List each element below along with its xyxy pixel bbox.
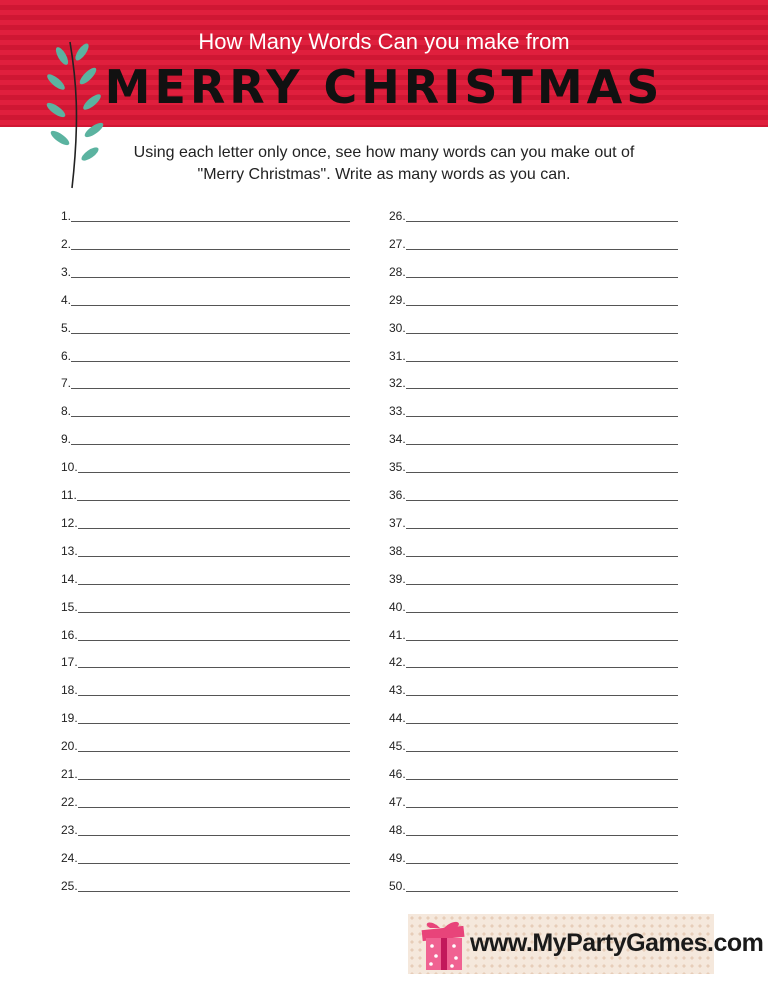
answer-line[interactable] <box>61 344 350 364</box>
answer-blank[interactable] <box>78 778 350 780</box>
answer-line[interactable] <box>389 706 678 726</box>
answer-blank[interactable] <box>78 527 350 529</box>
answer-number: 9. <box>61 432 72 447</box>
answer-line[interactable] <box>389 818 678 838</box>
answer-number: 24. <box>61 850 78 865</box>
answer-number: 3. <box>61 264 72 279</box>
answer-number: 1. <box>61 209 72 223</box>
answer-number: 50. <box>389 878 406 893</box>
answer-blank[interactable] <box>406 304 678 306</box>
answer-blank[interactable] <box>406 471 678 473</box>
answer-line[interactable] <box>389 846 678 866</box>
answer-blank[interactable] <box>406 248 678 250</box>
answer-blank[interactable] <box>406 360 678 362</box>
answer-line[interactable] <box>389 288 678 308</box>
answer-number: 5. <box>61 320 72 335</box>
answer-number: 36. <box>389 488 406 502</box>
answer-blank[interactable] <box>78 806 350 808</box>
answer-line[interactable] <box>61 371 350 391</box>
answer-number: 15. <box>61 599 78 614</box>
answer-line[interactable] <box>61 734 350 754</box>
answer-number: 16. <box>61 627 78 642</box>
answer-blank[interactable] <box>71 304 350 306</box>
banner-subtitle: How Many Words Can you make from <box>198 29 570 54</box>
answer-blank[interactable] <box>406 862 678 864</box>
answer-number: 6. <box>61 348 72 363</box>
answer-line[interactable] <box>389 455 678 475</box>
answer-number: 45. <box>389 739 406 754</box>
answer-line[interactable] <box>389 623 678 643</box>
answer-line[interactable] <box>389 399 678 419</box>
answer-line[interactable] <box>61 455 350 475</box>
answer-line[interactable] <box>389 511 678 531</box>
answer-blank[interactable] <box>71 387 350 389</box>
answer-number: 41. <box>389 627 406 642</box>
answer-line[interactable] <box>61 260 350 280</box>
answer-blank[interactable] <box>406 387 678 389</box>
answer-number: 23. <box>61 822 78 837</box>
answer-line[interactable] <box>389 371 678 391</box>
answer-number: 4. <box>61 292 72 307</box>
answer-line[interactable] <box>389 734 678 754</box>
answer-line[interactable] <box>61 623 350 643</box>
answer-number: 47. <box>389 794 406 809</box>
answer-number: 38. <box>389 543 406 558</box>
answer-line[interactable] <box>61 818 350 838</box>
answer-number: 7. <box>61 376 72 391</box>
answer-number: 19. <box>61 711 78 726</box>
answer-number: 48. <box>389 822 406 837</box>
instructions-line-2: "Merry Christmas". Write as many words as you can. <box>197 166 571 183</box>
instructions-line-1: Using each letter only once, see how many words can you make out of <box>133 144 635 161</box>
answer-blank[interactable] <box>78 666 350 668</box>
answer-number: 10. <box>61 460 78 475</box>
answer-line[interactable] <box>61 511 350 531</box>
answer-blank[interactable] <box>406 276 678 278</box>
answer-number: 31. <box>389 348 406 363</box>
answer-line[interactable] <box>389 790 678 810</box>
answer-line[interactable] <box>61 678 350 698</box>
answer-blank[interactable] <box>406 666 678 668</box>
answer-number: 17. <box>61 655 78 670</box>
answer-line[interactable] <box>389 539 678 559</box>
answer-blank[interactable] <box>71 415 350 417</box>
answer-number: 46. <box>389 767 406 781</box>
answer-blank[interactable] <box>71 276 350 278</box>
answer-number: 28. <box>389 264 406 279</box>
answer-number: 44. <box>389 711 406 726</box>
answer-line[interactable] <box>61 874 350 894</box>
answer-blank[interactable] <box>71 360 350 362</box>
answer-blank[interactable] <box>71 332 350 334</box>
answer-blank[interactable] <box>78 611 350 613</box>
answer-number: 25. <box>61 878 78 893</box>
gift-box-icon <box>416 916 470 972</box>
answer-blank[interactable] <box>406 639 678 641</box>
answer-blank[interactable] <box>406 611 678 613</box>
answer-number: 13. <box>61 543 78 558</box>
answer-number: 30. <box>389 320 406 335</box>
site-url: www.MyPartyGames.com <box>470 929 764 957</box>
answer-number: 35. <box>389 460 406 475</box>
answer-blank[interactable] <box>78 583 350 585</box>
answer-number: 39. <box>389 571 406 586</box>
answer-blank[interactable] <box>406 834 678 836</box>
answer-blank[interactable] <box>78 471 350 473</box>
answer-blank[interactable] <box>406 778 678 780</box>
answer-number: 42. <box>389 655 406 670</box>
answer-number: 21. <box>61 767 78 781</box>
answer-line[interactable] <box>389 232 678 252</box>
answer-number: 33. <box>389 404 406 419</box>
answer-blank[interactable] <box>406 527 678 529</box>
answer-line[interactable] <box>61 483 350 503</box>
answer-number: 32. <box>389 376 406 391</box>
answer-blank[interactable] <box>78 555 350 557</box>
answer-line[interactable] <box>61 706 350 726</box>
answer-number: 27. <box>389 236 406 251</box>
answer-number: 43. <box>389 683 406 698</box>
answer-blank[interactable] <box>78 639 350 641</box>
answer-blank[interactable] <box>78 694 350 696</box>
answer-line[interactable] <box>61 232 350 252</box>
answer-line[interactable] <box>61 204 350 224</box>
answer-number: 11. <box>61 488 77 502</box>
answer-blank[interactable] <box>406 722 678 724</box>
answer-blank[interactable] <box>77 499 350 501</box>
answer-blank[interactable] <box>406 415 678 417</box>
answer-number: 40. <box>389 599 406 614</box>
answer-blank[interactable] <box>406 220 678 222</box>
answer-blank[interactable] <box>406 555 678 557</box>
answer-blank[interactable] <box>406 499 678 501</box>
answer-blank[interactable] <box>71 443 350 445</box>
answer-blank[interactable] <box>78 834 350 836</box>
answer-line[interactable] <box>389 678 678 698</box>
answer-line[interactable] <box>389 260 678 280</box>
answer-line[interactable] <box>389 874 678 894</box>
answer-line[interactable] <box>61 595 350 615</box>
answer-line[interactable] <box>61 846 350 866</box>
answer-blank[interactable] <box>406 332 678 334</box>
banner-title: MERRY CHRISTMAS <box>104 60 664 114</box>
answer-blank[interactable] <box>406 890 678 892</box>
answer-blank[interactable] <box>78 890 350 892</box>
answer-number: 49. <box>389 850 406 865</box>
answer-blank[interactable] <box>78 862 350 864</box>
answer-line[interactable] <box>61 762 350 782</box>
answer-line[interactable] <box>389 344 678 364</box>
site-logo <box>408 914 764 974</box>
answer-line[interactable] <box>61 539 350 559</box>
answer-number: 8. <box>61 404 72 419</box>
answer-line[interactable] <box>61 790 350 810</box>
answer-line[interactable] <box>61 288 350 308</box>
answer-line[interactable] <box>61 650 350 670</box>
answer-number: 26. <box>389 209 406 223</box>
answer-number: 29. <box>389 292 406 307</box>
answer-line[interactable] <box>389 762 678 782</box>
answer-line[interactable] <box>61 567 350 587</box>
answer-blank[interactable] <box>406 750 678 752</box>
answer-line[interactable] <box>389 650 678 670</box>
answer-blank[interactable] <box>78 750 350 752</box>
answer-line[interactable] <box>61 316 350 336</box>
answer-number: 2. <box>61 236 72 251</box>
answer-number: 37. <box>389 515 406 530</box>
answer-line[interactable] <box>389 204 678 224</box>
answer-line[interactable] <box>389 316 678 336</box>
answer-line[interactable] <box>389 567 678 587</box>
answer-number: 20. <box>61 739 78 754</box>
answer-blank[interactable] <box>78 722 350 724</box>
answer-blank[interactable] <box>406 806 678 808</box>
answer-number: 34. <box>389 432 406 447</box>
answer-blank[interactable] <box>406 443 678 445</box>
answer-line[interactable] <box>389 595 678 615</box>
answer-number: 18. <box>61 683 78 698</box>
answer-blank[interactable] <box>71 220 350 222</box>
answer-line[interactable] <box>61 427 350 447</box>
answer-line[interactable] <box>389 483 678 503</box>
answer-number: 12. <box>61 515 78 530</box>
answer-number: 14. <box>61 571 78 586</box>
answer-blank[interactable] <box>406 694 678 696</box>
answer-number: 22. <box>61 794 78 809</box>
answer-line[interactable] <box>389 427 678 447</box>
answer-blank[interactable] <box>406 583 678 585</box>
answer-blank[interactable] <box>71 248 350 250</box>
answer-line[interactable] <box>61 399 350 419</box>
